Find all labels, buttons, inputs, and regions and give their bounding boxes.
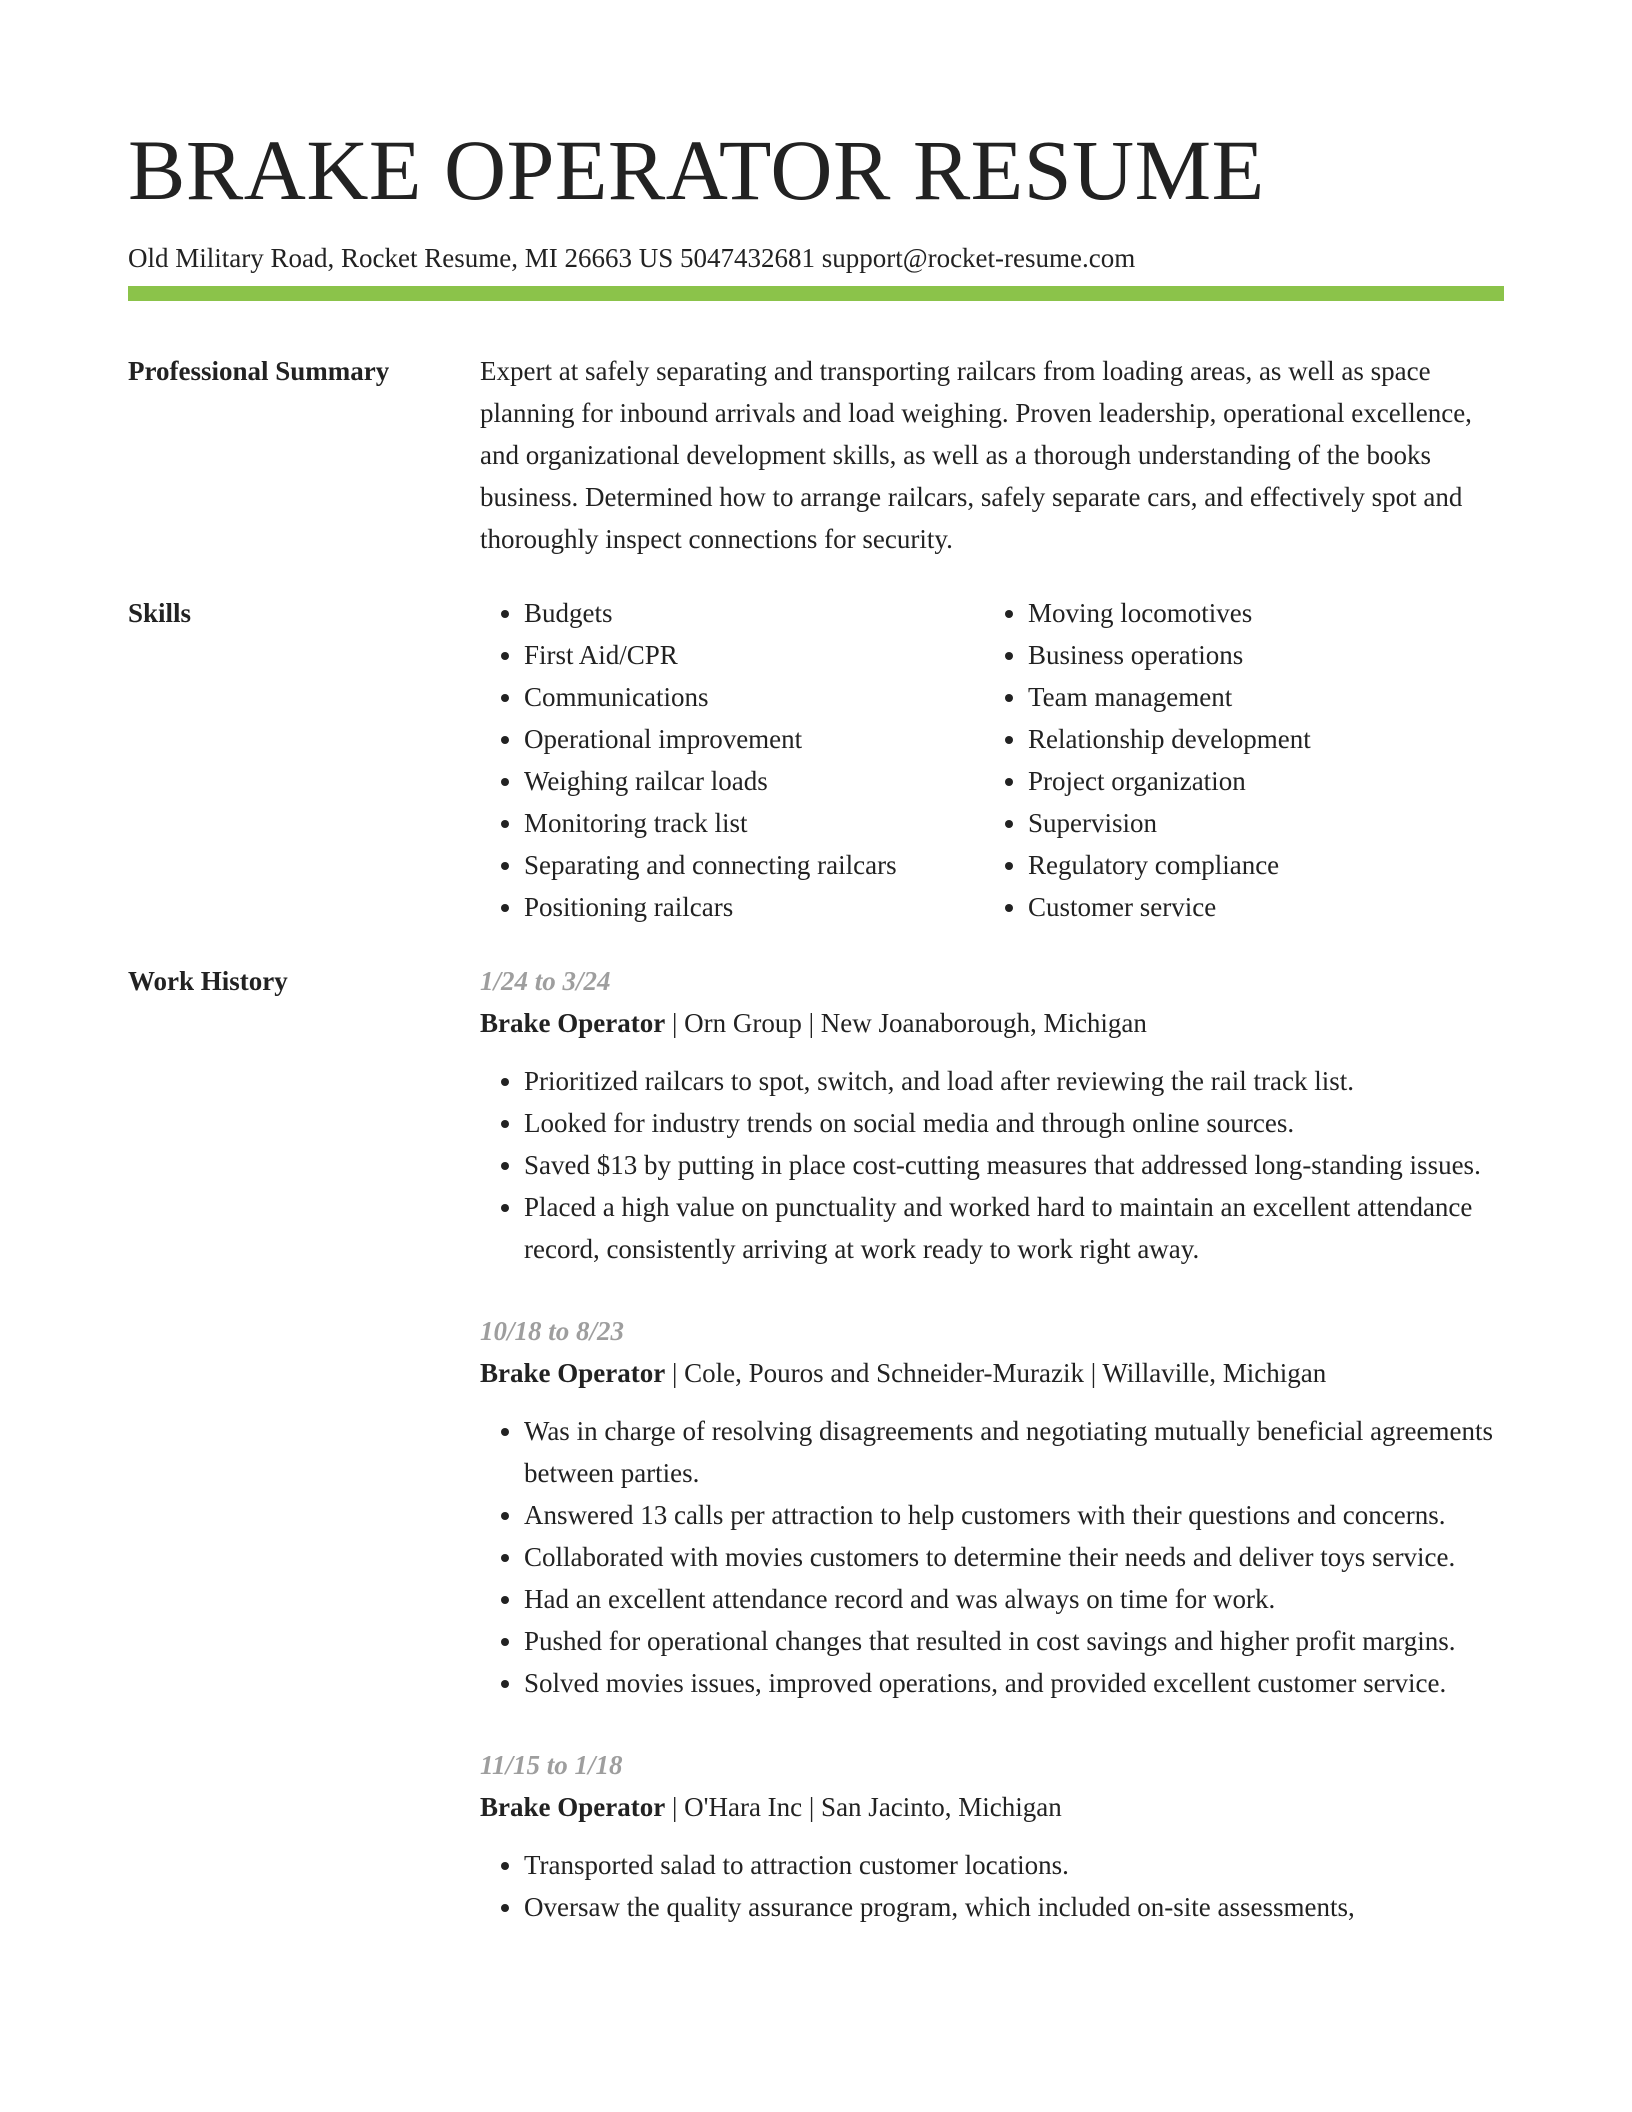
summary-body: [480, 350, 1504, 560]
resume-content: [128, 350, 1504, 1928]
skills-list-left: [480, 592, 984, 928]
section-label-work: Work History: [128, 966, 288, 996]
job-bullet: • Had an excellent attendance record and was always on time for work.: [524, 1578, 1504, 1620]
skill-item: • Weighing railcar loads: [524, 760, 984, 802]
job-entry: [480, 1744, 1504, 1928]
skill-item: • Project organization: [1028, 760, 1488, 802]
work-history-body: [480, 960, 1504, 1928]
job-details: | Cole, Pouros and Schneider-Murazik | Willaville, Michigan: [665, 1358, 1327, 1388]
skill-item: • Regulatory compliance: [1028, 844, 1488, 886]
skills-section: [128, 592, 1504, 928]
job-bullet: • Solved movies issues, improved operations, and provided excellent customer service.: [524, 1662, 1504, 1704]
job-entry: [480, 1310, 1504, 1704]
job-details: | O'Hara Inc | San Jacinto, Michigan: [665, 1792, 1062, 1822]
skill-item: • Positioning railcars: [524, 886, 984, 928]
job-bullet: • Answered 13 calls per attraction to help customers with their questions and concerns.: [524, 1494, 1504, 1536]
skill-item: • Relationship development: [1028, 718, 1488, 760]
contact-line: Old Military Road, Rocket Resume, MI 26663 US 5047432681 support@rocket-resume.com: [128, 243, 1136, 273]
skill-item: • Team management: [1028, 676, 1488, 718]
job-bullet: • Looked for industry trends on social media and through online sources.: [524, 1102, 1504, 1144]
header-divider: [128, 286, 1504, 301]
skill-item: • Monitoring track list: [524, 802, 984, 844]
job-bullet: • Transported salad to attraction customer locations.: [524, 1844, 1504, 1886]
job-bullet: • Collaborated with movies customers to determine their needs and deliver toys service.: [524, 1536, 1504, 1578]
summary-text: Expert at safely separating and transporting railcars from loading areas, as well as space planning for inbound arrivals and load weighing. Proven leadership, operational excellence, and organizational development skills, as well as a thorough understanding of the books business. Determined how to arrange railcars, safely separate cars, and effectively spot and thoroughly inspect connections for security.: [480, 356, 1472, 554]
section-label-summary: Professional Summary: [128, 356, 390, 386]
job-bullet: • Prioritized railcars to spot, switch, and load after reviewing the rail track list.: [524, 1060, 1504, 1102]
job-bullet: • Was in charge of resolving disagreements and negotiating mutually beneficial agreements between parties.: [524, 1410, 1504, 1494]
job-heading: [480, 1002, 1504, 1044]
skill-item: • Moving locomotives: [1028, 592, 1488, 634]
resume-header: [128, 118, 1504, 276]
skill-item: • Separating and connecting railcars: [524, 844, 984, 886]
job-bullet: • Pushed for operational changes that resulted in cost savings and higher profit margins.: [524, 1620, 1504, 1662]
job-date: 10/18 to 8/23: [480, 1316, 625, 1346]
skill-item: • Budgets: [524, 592, 984, 634]
skills-grid: [480, 592, 1504, 928]
job-details: | Orn Group | New Joanaborough, Michigan: [665, 1008, 1147, 1038]
skill-item: • First Aid/CPR: [524, 634, 984, 676]
job-date: 1/24 to 3/24: [480, 966, 611, 996]
professional-summary-section: [128, 350, 1504, 560]
job-bullet-list: [480, 1844, 1504, 1928]
job-bullet: • Saved $13 by putting in place cost-cutting measures that addressed long-standing issues.: [524, 1144, 1504, 1186]
skill-item: • Business operations: [1028, 634, 1488, 676]
job-title: Brake Operator: [480, 1792, 666, 1822]
work-history-section: [128, 960, 1504, 1928]
job-heading: [480, 1786, 1504, 1828]
job-bullet: • Placed a high value on punctuality and worked hard to maintain an excellent attendance record, consistently arriving at work ready to work right away.: [524, 1186, 1504, 1270]
skill-item: • Operational improvement: [524, 718, 984, 760]
job-bullet-list: [480, 1410, 1504, 1704]
job-title: Brake Operator: [480, 1358, 666, 1388]
job-date: 11/15 to 1/18: [480, 1750, 623, 1780]
job-title: Brake Operator: [480, 1008, 666, 1038]
job-bullet-list: [480, 1060, 1504, 1270]
job-bullet: • Oversaw the quality assurance program, which included on-site assessments,: [524, 1886, 1504, 1928]
job-entry: [480, 960, 1504, 1270]
skill-item: • Supervision: [1028, 802, 1488, 844]
resume-title: BRAKE OPERATOR RESUME: [128, 122, 1265, 218]
skill-item: • Communications: [524, 676, 984, 718]
skills-list-right: [984, 592, 1488, 928]
job-heading: [480, 1352, 1504, 1394]
skill-item: • Customer service: [1028, 886, 1488, 928]
section-label-skills: Skills: [128, 598, 192, 628]
